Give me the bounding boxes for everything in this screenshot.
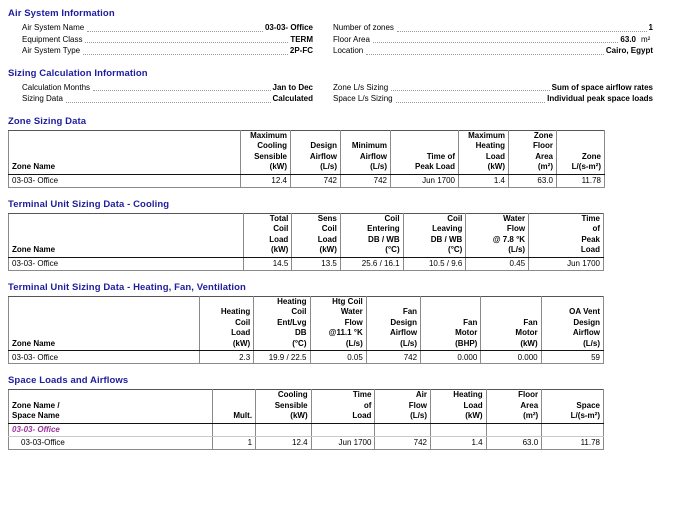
zone-group-cell <box>375 423 431 436</box>
header-line: Time <box>581 213 600 223</box>
info-label: Floor Area <box>333 34 370 44</box>
header-spacer <box>12 214 240 225</box>
header-line: Sensible <box>254 151 287 161</box>
table-header-row <box>9 296 604 351</box>
header-spacer <box>370 297 417 308</box>
column-header <box>481 296 541 351</box>
info-label: Location <box>333 46 364 55</box>
header-line: Flow <box>344 317 363 327</box>
zone-group-label: 03-03- Office <box>9 423 213 436</box>
header-spacer <box>12 318 196 329</box>
header-line: (L/s) <box>410 411 428 420</box>
header-spacer <box>12 141 237 152</box>
table-row <box>9 257 604 270</box>
header-line: (kW) <box>232 338 251 348</box>
column-header <box>212 390 255 424</box>
info-value: 1 <box>648 23 653 32</box>
space-loads-heading: Space Loads and Airflows <box>8 375 129 386</box>
header-line: (L/s) <box>583 338 600 348</box>
info-label: Sizing Data <box>22 94 63 103</box>
sizing-calc-heading: Sizing Calculation Information <box>8 67 148 79</box>
info-label: Air System Name <box>22 23 85 32</box>
column-header <box>466 213 529 257</box>
header-line: (L/s) <box>508 245 526 254</box>
header-line: Load <box>352 411 372 420</box>
header-line: Cooling <box>257 141 287 150</box>
header-spacer <box>560 131 601 142</box>
header-spacer <box>394 141 455 152</box>
header-line: Floor <box>518 390 539 399</box>
header-spacer <box>424 307 477 318</box>
row-name-cell: 03-03- Office <box>9 257 244 270</box>
info-row <box>333 45 653 57</box>
header-line: @ 7.8 °K <box>492 234 526 244</box>
table-cell: 63.0 <box>509 174 557 187</box>
info-row <box>333 82 653 94</box>
table-cell: 11.78 <box>557 174 605 187</box>
header-line: DB / WB <box>430 234 463 244</box>
header-line: Load <box>269 234 289 244</box>
table-cell: 63.0 <box>486 436 542 449</box>
terminal-heating-section <box>0 282 680 293</box>
air-system-left-column <box>8 22 313 57</box>
info-value: 2P-FC <box>289 46 313 55</box>
header-spacer <box>484 297 537 308</box>
zone-group-cell <box>431 423 487 436</box>
header-spacer <box>344 131 387 142</box>
header-line: Time <box>352 390 372 399</box>
table-cell: Jun 1700 <box>391 174 459 187</box>
terminal-cooling-table <box>8 213 604 271</box>
header-line: Heating <box>453 390 483 399</box>
header-line: Load <box>485 151 505 161</box>
header-line: Total <box>269 213 289 223</box>
column-header <box>241 130 291 174</box>
row-name-cell: 03-03- Office <box>9 174 241 187</box>
header-line: (°C) <box>385 245 400 254</box>
header-line: Area <box>535 151 553 161</box>
column-header <box>391 130 459 174</box>
table-cell: 19.9 / 22.5 <box>254 351 310 364</box>
header-line: @11.1 °K <box>328 328 363 337</box>
header-line: Coil <box>447 213 463 223</box>
header-line: L/(s-m²) <box>570 411 600 420</box>
table-row <box>9 436 604 449</box>
header-line: Load <box>231 328 251 337</box>
report-page <box>0 8 680 532</box>
terminal-cooling-heading: Terminal Unit Sizing Data - Cooling <box>8 198 170 210</box>
header-line: (m²) <box>537 162 553 171</box>
header-line: Coil <box>235 317 251 327</box>
header-line: (L/s) <box>370 162 387 171</box>
column-header <box>292 213 341 257</box>
dot-leader <box>66 101 271 103</box>
zone-group-cell <box>256 423 312 436</box>
header-line: Sens <box>317 213 337 223</box>
header-line: Space <box>576 400 600 410</box>
header-line: Flow <box>408 400 428 410</box>
table-header-row <box>9 130 605 174</box>
info-row <box>333 34 653 46</box>
header-line: Peak Load <box>414 162 455 171</box>
table-cell: 742 <box>366 351 420 364</box>
header-spacer <box>394 131 455 142</box>
info-value: TERM <box>290 34 313 44</box>
dot-leader <box>366 53 604 55</box>
info-row <box>333 93 653 105</box>
header-line: Time of <box>426 151 455 161</box>
zone-group-cell <box>486 423 542 436</box>
table-cell: 742 <box>375 436 431 449</box>
header-line: Leaving <box>432 224 463 233</box>
zone-group-cell <box>542 423 604 436</box>
header-spacer <box>12 224 240 235</box>
info-row <box>22 34 313 46</box>
sizing-calc-section <box>0 68 680 105</box>
zone-group-row <box>9 423 604 436</box>
dot-leader <box>93 89 270 91</box>
header-spacer <box>216 390 252 401</box>
table-cell: 59 <box>541 351 603 364</box>
info-value: Calculated <box>272 94 313 103</box>
header-line: (kW) <box>290 411 308 420</box>
header-line: Zone Name <box>12 338 56 348</box>
table-cell: 10.5 / 9.6 <box>403 257 466 270</box>
header-spacer <box>12 297 196 308</box>
table-cell: 0.000 <box>481 351 541 364</box>
dot-leader <box>87 30 263 32</box>
table-cell: 742 <box>341 174 391 187</box>
header-line: Design <box>310 141 337 150</box>
header-line: Coil <box>273 224 289 233</box>
row-name-cell: 03-03-Office <box>9 436 213 449</box>
header-spacer <box>294 131 337 142</box>
zone-sizing-section <box>0 116 680 127</box>
table-cell: 12.4 <box>256 436 312 449</box>
header-line: Zone <box>581 151 601 161</box>
table-cell: 14.5 <box>243 257 292 270</box>
column-header <box>311 390 375 424</box>
info-value: Sum of space airflow rates <box>551 82 653 92</box>
zone-sizing-table-wrap <box>8 130 680 188</box>
table-cell: 1.4 <box>431 436 487 449</box>
header-line: Floor <box>533 141 553 150</box>
table-cell: 742 <box>291 174 341 187</box>
header-line: Coil <box>384 213 400 223</box>
header-line: DB <box>294 328 307 337</box>
header-line: Area <box>520 400 539 410</box>
header-line: Coil <box>321 224 337 233</box>
table-cell: 0.05 <box>310 351 366 364</box>
column-header <box>9 130 241 174</box>
header-line: (°C) <box>292 338 307 348</box>
column-header <box>243 213 292 257</box>
info-label: Calculation Months <box>22 82 91 92</box>
header-line: Motor <box>455 328 478 337</box>
info-row <box>22 93 313 105</box>
info-row <box>22 82 313 94</box>
column-header <box>542 390 604 424</box>
header-line: (L/s) <box>400 338 418 348</box>
column-header <box>9 213 244 257</box>
header-line: Entering <box>367 224 400 233</box>
header-line: L/(s-m²) <box>571 162 601 171</box>
header-line: Water <box>340 307 363 316</box>
header-spacer <box>424 297 477 308</box>
header-line: Heating <box>277 296 307 306</box>
info-label: Zone L/s Sizing <box>333 82 389 92</box>
column-header <box>340 213 403 257</box>
air-system-section <box>0 8 680 57</box>
dot-leader <box>391 89 549 91</box>
header-line: Minimum <box>351 141 387 150</box>
header-line: Airflow <box>572 328 600 337</box>
column-header <box>529 213 604 257</box>
terminal-cooling-table-wrap <box>8 213 680 271</box>
air-system-right-column <box>313 22 653 57</box>
space-loads-section <box>0 375 680 386</box>
header-line: (L/s) <box>320 162 337 171</box>
info-label: Number of zones <box>333 23 394 32</box>
column-header <box>509 130 557 174</box>
header-line: Htg Coil <box>332 296 363 306</box>
table-cell: 25.6 / 16.1 <box>340 257 403 270</box>
column-header <box>9 390 213 424</box>
info-label: Equipment Class <box>22 34 83 44</box>
header-line: Zone <box>533 130 553 140</box>
header-line: (BHP) <box>455 338 478 348</box>
header-line: (kW) <box>520 338 538 348</box>
header-line: Fan <box>402 307 418 316</box>
header-line: Heating <box>475 141 505 150</box>
header-line: Sensible <box>274 400 308 410</box>
table-header-row <box>9 390 604 424</box>
info-value: 63.0 <box>620 34 636 44</box>
header-line: Air <box>415 390 428 399</box>
column-header <box>403 213 466 257</box>
info-row <box>22 22 313 34</box>
header-line: Load <box>463 400 483 410</box>
header-line: (kW) <box>270 245 289 254</box>
info-value: Jan to Dec <box>272 82 313 92</box>
info-label: Space L/s Sizing <box>333 94 393 103</box>
header-line: of <box>592 224 600 233</box>
table-cell: 13.5 <box>292 257 341 270</box>
dot-leader <box>373 41 619 43</box>
table-row <box>9 351 604 364</box>
info-row <box>333 22 653 34</box>
header-line: Water <box>503 213 526 223</box>
header-line: Load <box>317 234 337 244</box>
column-header <box>375 390 431 424</box>
header-line: Airflow <box>359 151 387 161</box>
zone-group-cell <box>311 423 375 436</box>
table-cell: Jun 1700 <box>311 436 375 449</box>
space-loads-table-wrap <box>8 389 680 450</box>
header-line: Maximum <box>468 130 505 140</box>
info-value: Cairo, Egypt <box>605 46 653 55</box>
header-spacer <box>203 297 250 308</box>
table-cell: 11.78 <box>542 436 604 449</box>
table-cell: 1 <box>212 436 255 449</box>
header-line: Heating <box>220 307 251 316</box>
zone-sizing-table <box>8 130 605 188</box>
header-line: Maximum <box>250 130 287 140</box>
terminal-heating-heading: Terminal Unit Sizing Data - Heating, Fan, Ventilation <box>8 281 246 293</box>
header-line: OA Vent <box>569 307 600 316</box>
header-line: Motor <box>515 328 538 337</box>
header-spacer <box>484 307 537 318</box>
dot-leader <box>83 53 288 55</box>
info-value: 03-03- Office <box>264 23 313 32</box>
column-header <box>366 296 420 351</box>
header-line: Zone Name <box>12 245 56 254</box>
column-header <box>486 390 542 424</box>
header-spacer <box>12 307 196 318</box>
header-line: Ent/Lvg <box>277 317 307 327</box>
header-line: Mult. <box>233 411 253 420</box>
row-name-cell: 03-03- Office <box>9 351 200 364</box>
table-cell: 2.3 <box>199 351 253 364</box>
column-header <box>421 296 481 351</box>
column-header <box>310 296 366 351</box>
header-line: Flow <box>506 224 526 233</box>
terminal-heating-table-wrap <box>8 296 680 365</box>
column-header <box>341 130 391 174</box>
dot-leader <box>396 101 546 103</box>
table-cell: 1.4 <box>459 174 509 187</box>
column-header <box>431 390 487 424</box>
header-line: Design <box>390 317 418 327</box>
header-line: Coil <box>291 307 307 316</box>
header-spacer <box>12 235 240 246</box>
header-line: (°C) <box>448 245 463 254</box>
header-line: DB / WB <box>368 234 400 244</box>
sizing-calc-right-column <box>313 82 653 105</box>
header-line: of <box>363 400 372 410</box>
header-line: (kW) <box>465 411 483 420</box>
column-header <box>459 130 509 174</box>
header-spacer <box>12 328 196 339</box>
header-line: Fan <box>463 317 478 327</box>
header-line: (kW) <box>269 162 287 171</box>
table-row <box>9 174 605 187</box>
column-header <box>557 130 605 174</box>
header-line: Load <box>580 245 600 254</box>
dot-leader <box>85 41 288 43</box>
info-value: Individual peak space loads <box>547 94 653 103</box>
header-spacer <box>12 390 209 401</box>
column-header <box>254 296 310 351</box>
header-line: (kW) <box>487 162 505 171</box>
sizing-calc-left-column <box>8 82 313 105</box>
info-label: Air System Type <box>22 46 81 55</box>
header-spacer <box>545 390 600 401</box>
space-loads-table <box>8 389 604 450</box>
header-line: Airflow <box>389 328 418 337</box>
table-cell: 0.45 <box>466 257 529 270</box>
air-system-info <box>8 22 680 57</box>
header-line: Zone Name <box>12 162 56 171</box>
header-spacer <box>560 141 601 152</box>
column-header <box>199 296 253 351</box>
header-line: (L/s) <box>345 338 363 348</box>
header-spacer <box>12 131 237 142</box>
terminal-cooling-section <box>0 199 680 210</box>
header-line: Fan <box>523 317 538 327</box>
table-cell: Jun 1700 <box>529 257 604 270</box>
header-line: Airflow <box>309 151 337 161</box>
table-cell: 0.000 <box>421 351 481 364</box>
header-spacer <box>545 297 600 308</box>
header-line: (kW) <box>319 245 337 254</box>
header-line: Space Name <box>12 411 60 420</box>
column-header <box>291 130 341 174</box>
info-unit: m² <box>641 34 651 44</box>
header-line: Peak <box>581 234 600 244</box>
sizing-calc-info <box>8 82 680 105</box>
air-system-heading: Air System Information <box>8 8 115 19</box>
table-header-row <box>9 213 604 257</box>
table-cell: 12.4 <box>241 174 291 187</box>
terminal-heating-table <box>8 296 604 365</box>
header-line: Zone Name / <box>12 400 60 410</box>
header-spacer <box>216 401 252 412</box>
column-header <box>541 296 603 351</box>
header-line: Design <box>573 317 600 327</box>
info-row <box>22 45 313 57</box>
header-line: Cooling <box>277 390 308 399</box>
zone-sizing-heading: Zone Sizing Data <box>8 115 87 127</box>
column-header <box>256 390 312 424</box>
header-line: (m²) <box>523 411 539 420</box>
header-spacer <box>12 152 237 163</box>
dot-leader <box>397 30 647 32</box>
zone-group-cell <box>212 423 255 436</box>
column-header <box>9 296 200 351</box>
